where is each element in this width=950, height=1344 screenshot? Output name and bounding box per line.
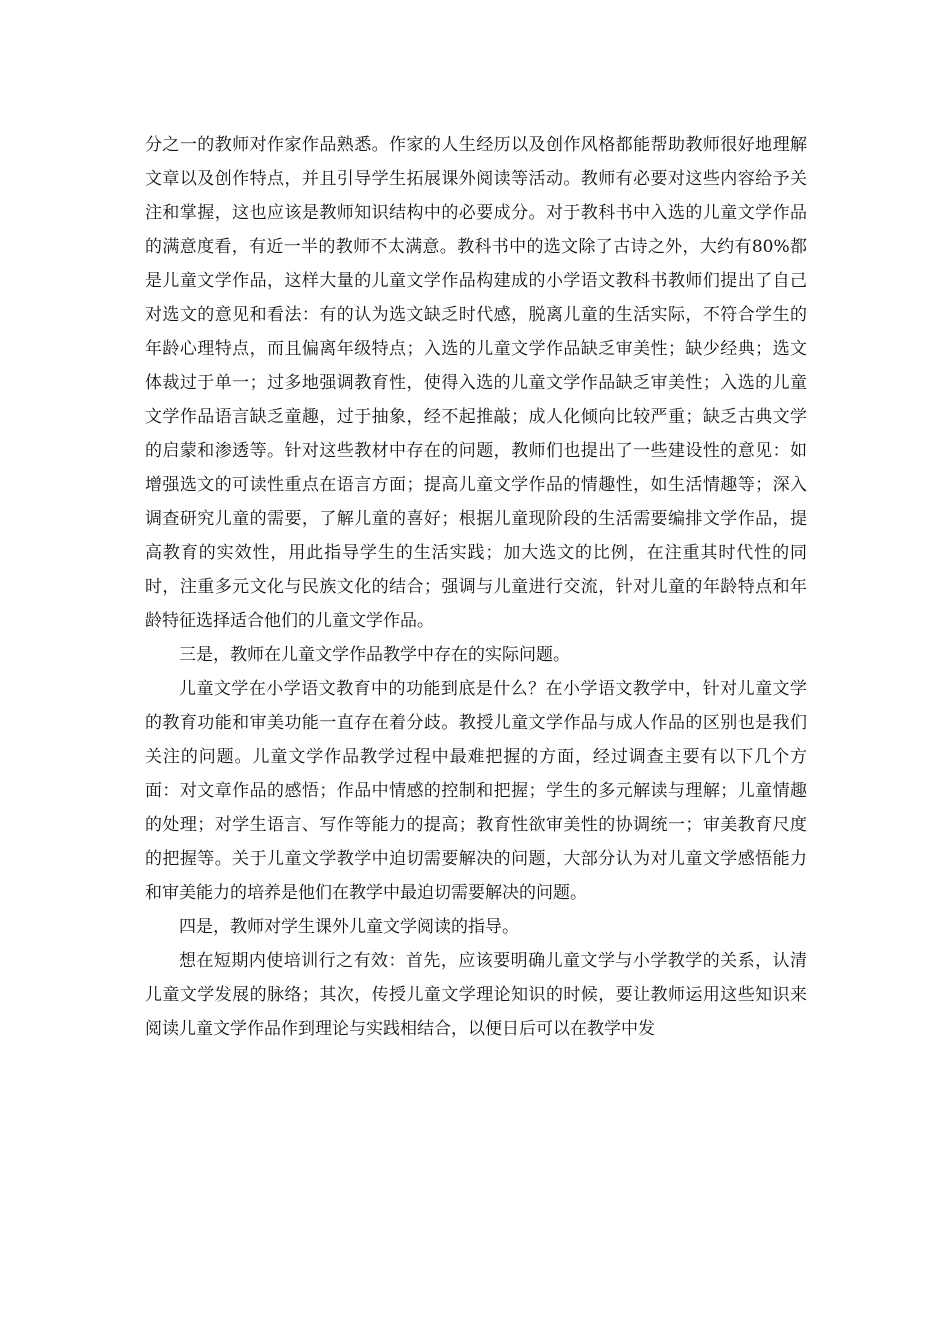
paragraph-continued: 分之一的教师对作家作品熟悉。作家的人生经历以及创作风格都能帮助教师很好地理解文章以及创作特点，并且引导学生拓展课外阅读等活动。教师有必要对这些内容给予关注和掌握，这也应该是教师知识结构中的必要成分。对于教科书中入选的儿童文学作品的满意度看，有近一半的教师不太满意。教科书中的选文除了古诗之外，大约有80%都是儿童文学作品，这样大量的儿童文学作品构建成的小学语文教科书教师们提出了自己对选文的意见和看法：有的认为选文缺乏时代感，脱离儿童的生活实际，不符合学生的年龄心理特点，而且偏离年级特点；入选的儿童文学作品缺乏审美性；缺少经典；选文体裁过于单一；过多地强调教育性，使得入选的儿童文学作品缺乏审美性；入选的儿童文学作品语言缺乏童趣，过于抽象，经不起推敲；成人化倾向比较严重；缺乏古典文学的启蒙和渗透等。针对这些教材中存在的问题，教师们也提出了一些建设性的意见：如增强选文的可读性重点在语言方面；提高儿童文学作品的情趣性，如生活情趣等；深入调查研究儿童的需要，了解儿童的喜好；根据儿童现阶段的生活需要编排文学作品，提高教育的实效性，用此指导学生的生活实践；加大选文的比例，在注重其时代性的同时，注重多元文化与民族文化的结合；强调与儿童进行交流，针对儿童的年龄特点和年龄特征选择适合他们的儿童文学作品。: [145, 135, 807, 631]
paragraph-training-suggestions: 想在短期内使培训行之有效：首先，应该要明确儿童文学与小学教学的关系，认清儿童文学发展的脉络；其次，传授儿童文学理论知识的时候，要让教师运用这些知识来阅读儿童文学作品作到理论与实践相结合，以便日后可以在教学中发: [145, 951, 807, 1039]
paragraph-point-three-body: 儿童文学在小学语文教育中的功能到底是什么？在小学语文教学中，针对儿童文学的教育功能和审美功能一直存在着分歧。教授儿童文学作品与成人作品的区别也是我们关注的问题。儿童文学作品教学过程中最难把握的方面，经过调查主要有以下几个方面：对文章作品的感悟；作品中情感的控制和把握；学生的多元解读与理解；儿童情趣的处理；对学生语言、写作等能力的提高；教育性欲审美性的协调统一；审美教育尺度的把握等。关于儿童文学教学中迫切需要解决的问题，大部分认为对儿童文学感悟能力和审美能力的培养是他们在教学中最迫切需要解决的问题。: [145, 679, 807, 903]
paragraph-point-four-heading: 四是，教师对学生课外儿童文学阅读的指导。: [179, 917, 519, 937]
document-body: [145, 128, 807, 1046]
paragraph-point-three-heading: 三是，教师在儿童文学作品教学中存在的实际问题。: [179, 645, 570, 665]
